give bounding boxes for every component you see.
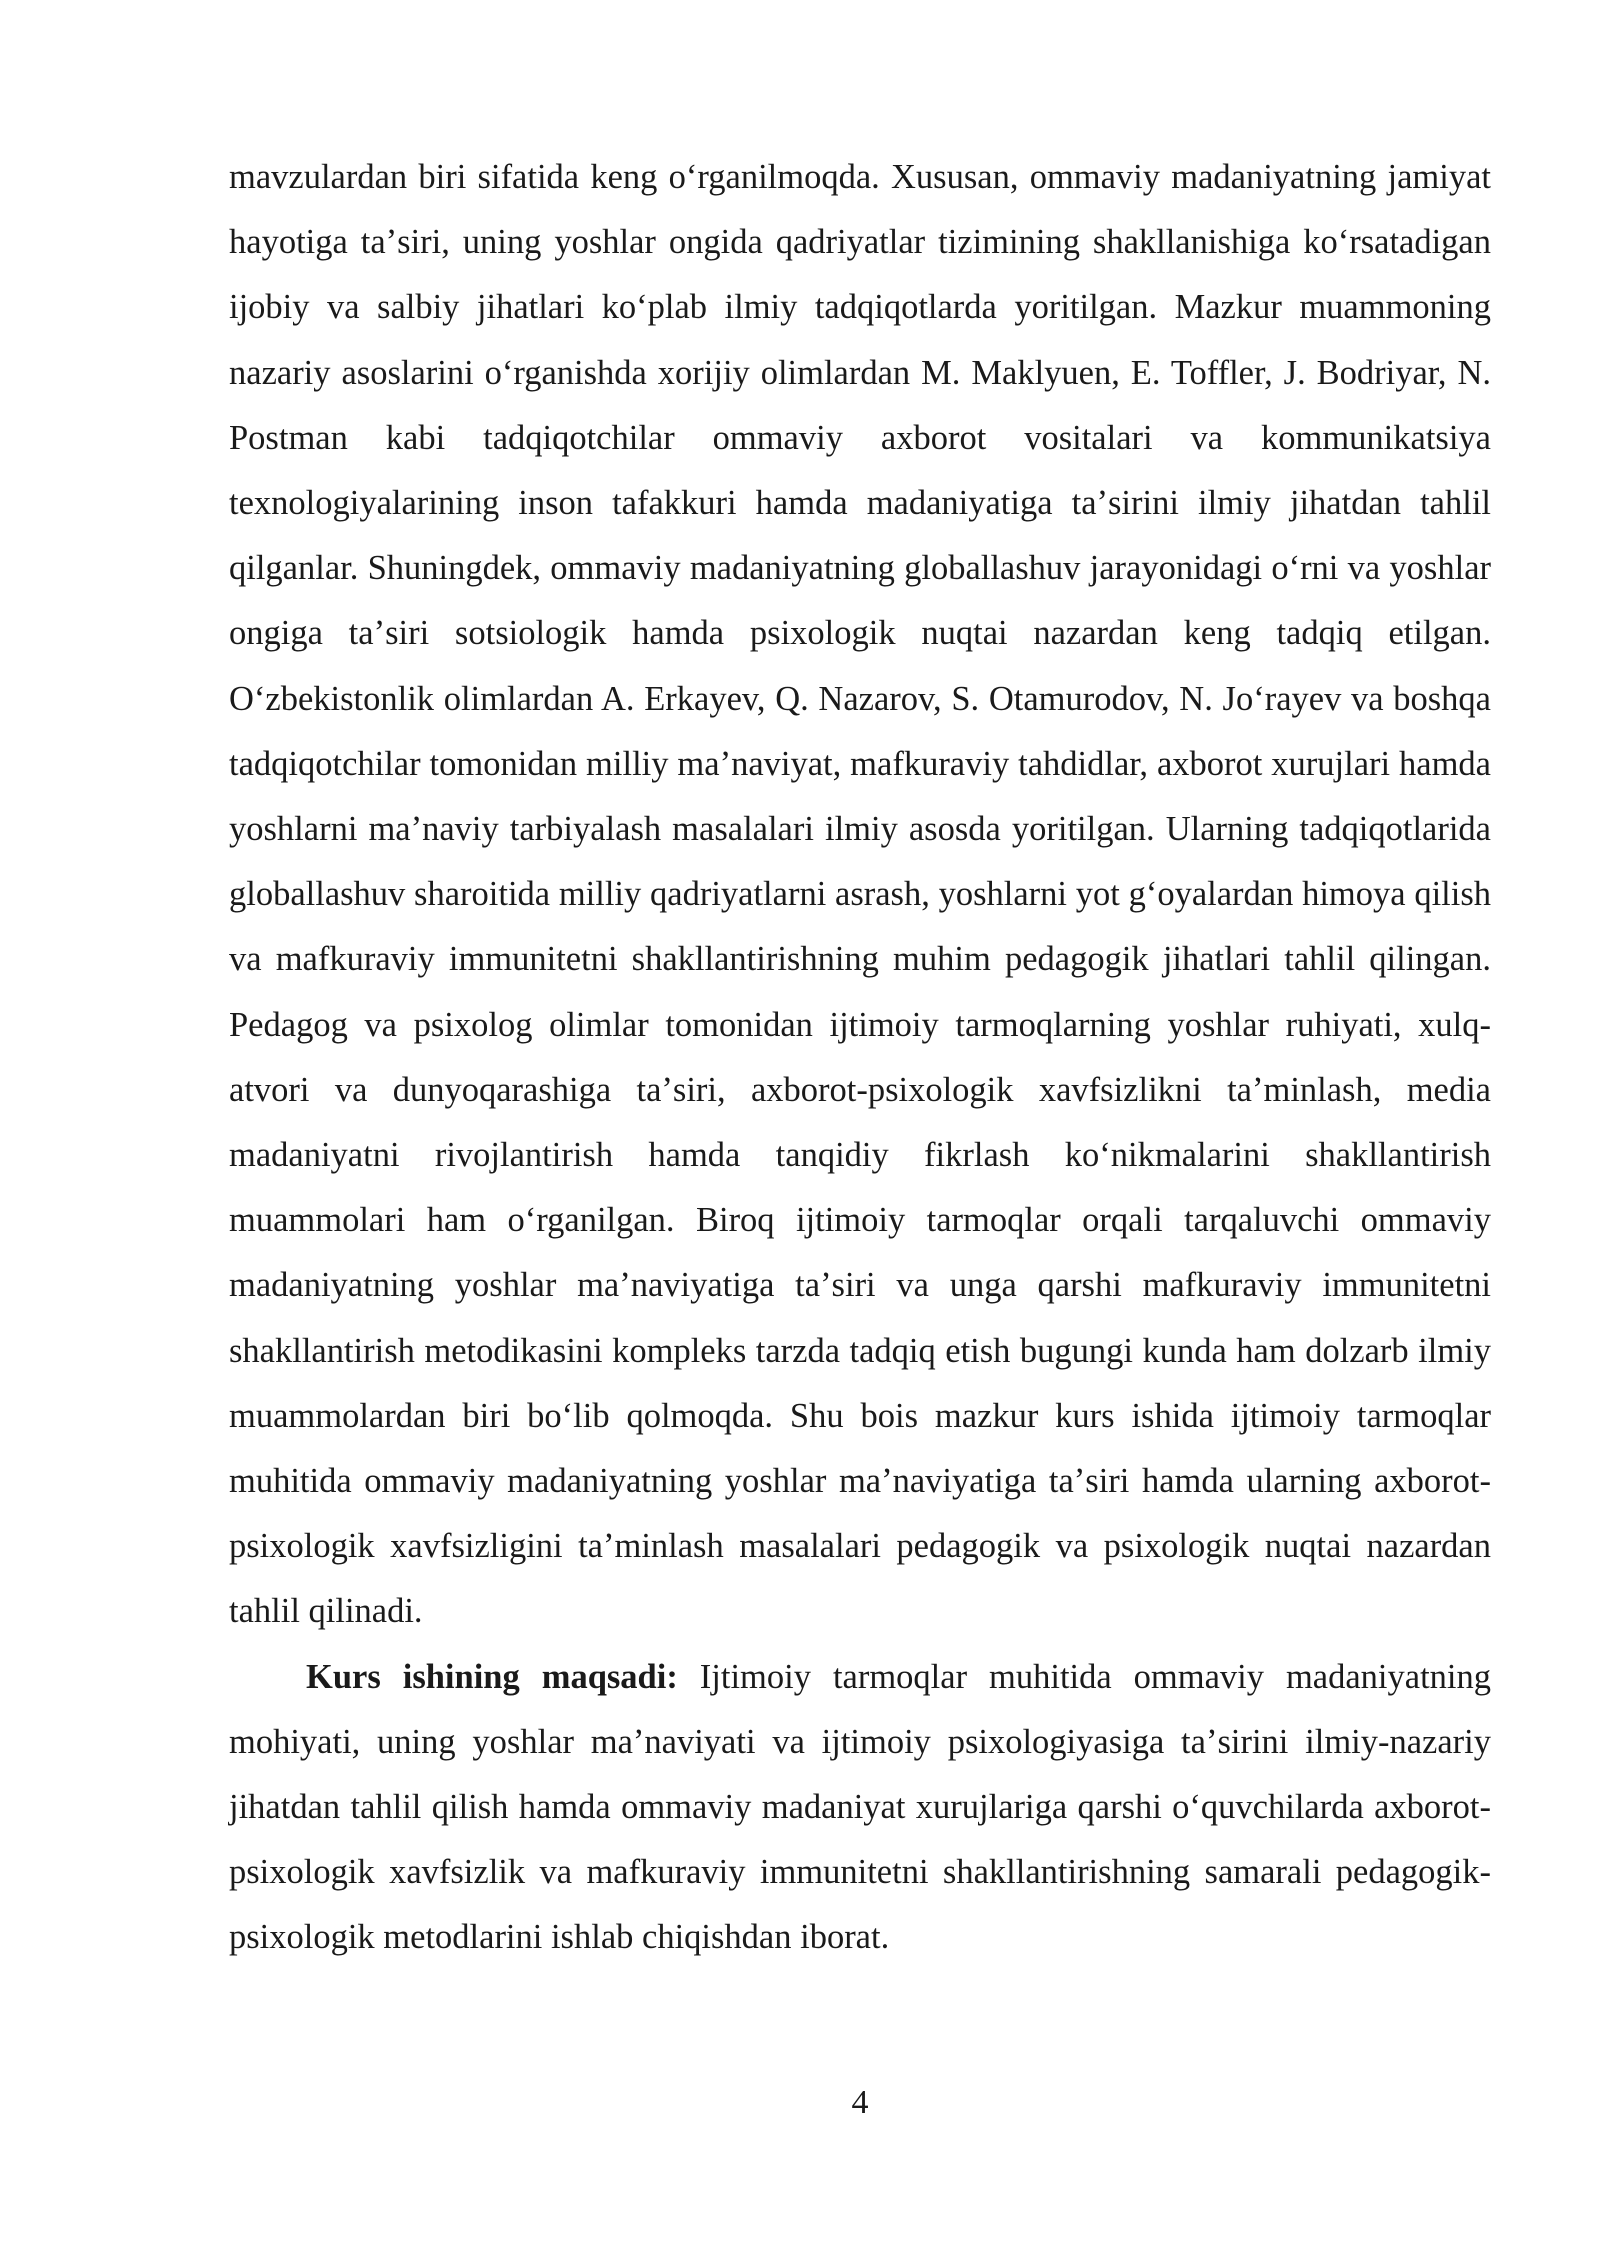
- body-text: [229, 145, 1491, 1971]
- page-number: 4: [851, 2084, 869, 2121]
- paragraph-literature-review: mavzulardan biri sifatida keng oʻrganilmoqda. Xususan, ommaviy madaniyatning jamiyat hayotiga taʼsiri, uning yoshlar ongida qadriyatlar tizimining shakllanishiga koʻrsatadigan ijobiy va salbiy jihatlari koʻplab ilmiy tadqiqotlarda yoritilgan. Mazkur muammoning nazariy asoslarini oʻrganishda xorijiy olimlardan M. Maklyuen, E. Toffler, J. Bodriyar, N. Postman kabi tadqiqotchilar ommaviy axborot vositalari va kommunikatsiya texnologiyalarining inson tafakkuri hamda madaniyatiga taʼsirini ilmiy jihatdan tahlil qilganlar. Shuningdek, ommaviy madaniyatning globallashuv jarayonidagi oʻrni va yoshlar ongiga taʼsiri sotsiologik hamda psixologik nuqtai nazardan keng tadqiq etilgan. Oʻzbekistonlik olimlardan A. Erkayev, Q. Nazarov, S. Otamurodov, N. Joʻrayev va boshqa tadqiqotchilar tomonidan milliy maʼnaviyat, mafkuraviy tahdidlar, axborot xurujlari hamda yoshlarni maʼnaviy tarbiyalash masalalari ilmiy asosda yoritilgan. Ularning tadqiqotlarida globallashuv sharoitida milliy qadriyatlarni asrash, yoshlarni yot gʻoyalardan himoya qilish va mafkuraviy immunitetni shakllantirishning muhim pedagogik jihatlari tahlil qilingan. Pedagog va psixolog olimlar tomonidan ijtimoiy tarmoqlarning yoshlar ruhiyati, xulq-atvori va dunyoqarashiga taʼsiri, axborot-psixologik xavfsizlikni taʼminlash, media madaniyatni rivojlantirish hamda tanqidiy fikrlash koʻnikmalarini shakllantirish muammolari ham oʻrganilgan. Biroq ijtimoiy tarmoqlar orqali tarqaluvchi ommaviy madaniyatning yoshlar maʼnaviyatiga taʼsiri va unga qarshi mafkuraviy immunitetni shakllantirish metodikasini kompleks tarzda tadqiq etish bugungi kunda ham dolzarb ilmiy muammolardan biri boʻlib qolmoqda. Shu bois mazkur kurs ishida ijtimoiy tarmoqlar muhitida ommaviy madaniyatning yoshlar maʼnaviyatiga taʼsiri hamda ularning axborot-psixologik xavfsizligini taʼminlash masalalari pedagogik va psixologik nuqtai nazardan tahlil qilinadi.: [229, 158, 1491, 1631]
- course-goal-heading: Kurs ishining maqsadi:: [306, 1657, 678, 1696]
- paragraph-course-goal: [229, 1645, 1491, 1971]
- course-goal-text: Ijtimoiy tarmoqlar muhitida ommaviy madaniyatning mohiyati, uning yoshlar maʼnaviyati va ijtimoiy psixologiyasiga taʼsirini ilmiy-nazariy jihatdan tahlil qilish hamda ommaviy madaniyat xurujlariga qarshi oʻquvchilarda axborot-psixologik xavfsizlik va mafkuraviy immunitetni shakllantirishning samarali pedagogik-psixologik metodlarini ishlab chiqishdan iborat.: [229, 1657, 1491, 1957]
